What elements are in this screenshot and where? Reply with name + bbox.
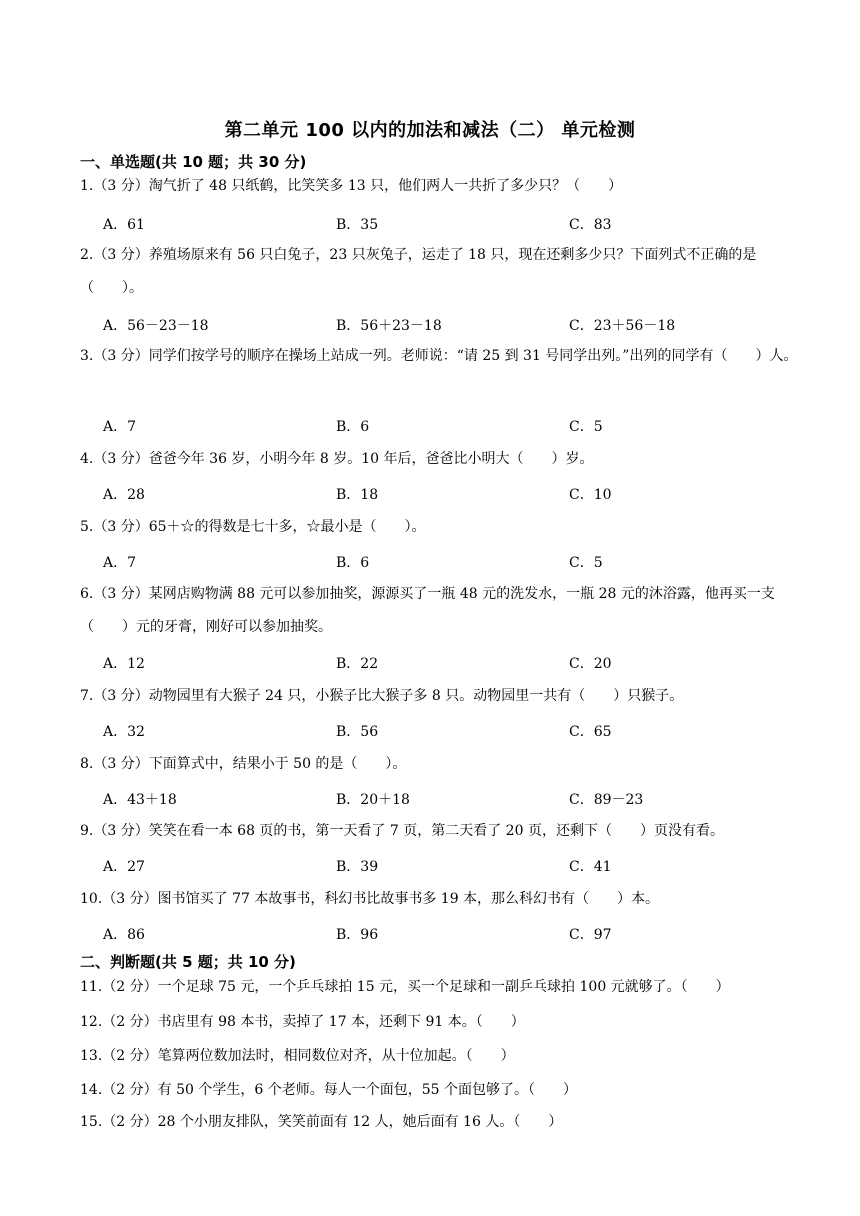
question-2-options xyxy=(103,315,803,335)
option-a[interactable]: A．86 xyxy=(103,927,145,943)
question-8: 8.（3 分）下面算式中，结果小于 50 的是（ ）。 xyxy=(80,756,407,772)
question-13: 13.（2 分）笔算两位数加法时，相同数位对齐，从十位加起。（ ） xyxy=(80,1048,515,1064)
option-a[interactable]: A．7 xyxy=(103,419,137,435)
question-2: 2.（3 分）养殖场原来有 56 只白兔子，23 只灰兔子，运走了 18 只，现在还剩多少只？下面列式不正确的是（ ）。 xyxy=(80,247,757,296)
option-b[interactable]: B．6 xyxy=(336,555,370,571)
question-1-options xyxy=(103,214,803,234)
option-b[interactable]: B．39 xyxy=(336,859,379,875)
section-true-false: 二、判断题(共 5 题；共 10 分) xyxy=(80,953,296,971)
option-c[interactable]: C．5 xyxy=(569,555,603,571)
page-title: 第二单元 100 以内的加法和减法（二） 单元检测 xyxy=(224,120,636,141)
question-14: 14.（2 分）有 50 个学生，6 个老师。每人一个面包，55 个面包够了。（ ） xyxy=(80,1082,577,1098)
question-12: 12.（2 分）书店里有 98 本书，卖掉了 17 本，还剩下 91 本。（ ） xyxy=(80,1014,525,1030)
option-c[interactable]: C．10 xyxy=(569,487,612,503)
option-a[interactable]: A．27 xyxy=(103,859,145,875)
option-a[interactable]: A．43＋18 xyxy=(103,792,177,808)
question-7-options xyxy=(103,721,803,741)
option-c[interactable]: C．97 xyxy=(569,927,612,943)
option-b[interactable]: B．56 xyxy=(336,724,379,740)
option-b[interactable]: B．96 xyxy=(336,927,379,943)
question-10: 10.（3 分）图书馆买了 77 本故事书，科幻书比故事书多 19 本，那么科幻书有（ ）本。 xyxy=(80,891,660,907)
question-15: 15.（2 分）28 个小朋友排队，笑笑前面有 12 人，她后面有 16 人。（ ） xyxy=(80,1114,563,1130)
option-c[interactable]: C．20 xyxy=(569,656,612,672)
question-7: 7.（3 分）动物园里有大猴子 24 只，小猴子比大猴子多 8 只。动物园里一共有（ ）只猴子。 xyxy=(80,688,684,704)
option-b[interactable]: B．18 xyxy=(336,487,379,503)
question-10-options xyxy=(103,924,803,944)
option-a[interactable]: A．61 xyxy=(103,217,145,233)
option-b[interactable]: B．56＋23－18 xyxy=(336,318,442,334)
option-a[interactable]: A．28 xyxy=(103,487,145,503)
question-6-options xyxy=(103,653,803,673)
option-a[interactable]: A．7 xyxy=(103,555,137,571)
option-c[interactable]: C．23＋56－18 xyxy=(569,318,676,334)
question-3: 3.（3 分）同学们按学号的顺序在操场上站成一列。老师说：“请 25 到 31 号同学出列。”出列的同学有（ ）人。 xyxy=(80,348,798,364)
option-c[interactable]: C．89－23 xyxy=(569,792,644,808)
question-9: 9.（3 分）笑笑在看一本 68 页的书，第一天看了 7 页，第二天看了 20 页，还剩下（ ）页没有看。 xyxy=(80,823,724,839)
option-c[interactable]: C．65 xyxy=(569,724,612,740)
option-a[interactable]: A．12 xyxy=(103,656,145,672)
question-3-options xyxy=(103,416,803,436)
question-4-options xyxy=(103,484,803,504)
option-a[interactable]: A．56－23－18 xyxy=(103,318,209,334)
option-c[interactable]: C．41 xyxy=(569,859,612,875)
question-9-options xyxy=(103,856,803,876)
question-6: 6.（3 分）某网店购物满 88 元可以参加抽奖，源源买了一瓶 48 元的洗发水，一瓶 28 元的沐浴露，他再买一支（ ）元的牙膏，刚好可以参加抽奖。 xyxy=(80,586,775,635)
option-b[interactable]: B．22 xyxy=(336,656,379,672)
option-b[interactable]: B．20＋18 xyxy=(336,792,410,808)
option-a[interactable]: A．32 xyxy=(103,724,145,740)
section-single-choice: 一、单选题(共 10 题；共 30 分) xyxy=(80,153,307,171)
question-5-options xyxy=(103,552,803,572)
question-8-options xyxy=(103,789,803,809)
option-c[interactable]: C．5 xyxy=(569,419,603,435)
option-b[interactable]: B．35 xyxy=(336,217,379,233)
question-5: 5.（3 分）65＋☆的得数是七十多，☆最小是（ ）。 xyxy=(80,519,426,535)
option-c[interactable]: C．83 xyxy=(569,217,612,233)
option-b[interactable]: B．6 xyxy=(336,419,370,435)
question-4: 4.（3 分）爸爸今年 36 岁，小明今年 8 岁。10 年后，爸爸比小明大（ ）岁。 xyxy=(80,451,594,467)
question-1: 1.（3 分）淘气折了 48 只纸鹤，比笑笑多 13 只，他们两人一共折了多少只？（ ） xyxy=(80,178,623,194)
question-11: 11.（2 分）一个足球 75 元，一个乒乓球拍 15 元，买一个足球和一副乒乓球拍 100 元就够了。（ ） xyxy=(80,979,730,995)
